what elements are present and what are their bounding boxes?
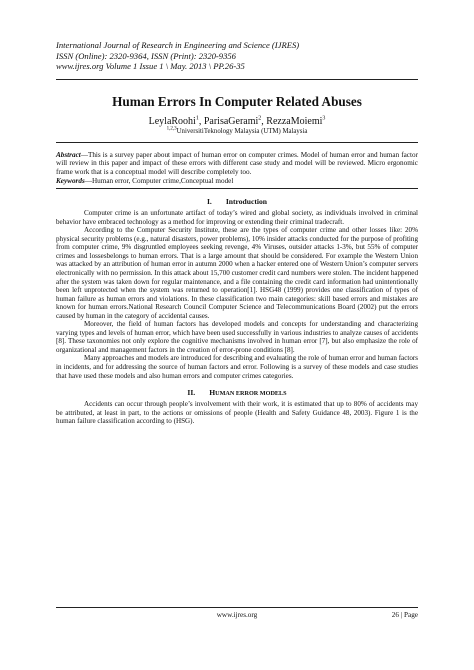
keywords-label: Keywords — [56, 176, 85, 185]
abstract — [56, 151, 418, 177]
affiliation-text: UniversitiTeknology Malaysia (UTM) Malaysia — [176, 127, 308, 135]
page-footer — [56, 607, 418, 621]
journal-volume: www.ijres.org Volume 1 Issue 1 \ May. 2013 \ PP.26-35 — [56, 61, 245, 72]
section-heading-human-error-models — [56, 388, 418, 397]
keywords-text: —Human error, Computer crime,Conceptual model — [84, 176, 234, 185]
affil-marker: 1,2,3 — [166, 126, 177, 132]
section-heading-introduction — [56, 197, 418, 206]
header-divider — [56, 79, 418, 80]
footer-divider — [56, 607, 418, 608]
body-paragraph: Accidents can occur through people’s involvement with their work, it is estimated that up to 80% of accidents may be attributed, at least in part, to the actions or omissions of people (Health and Safety Guidance 48, 2003). Figure 1 is the human failure classification according to (HSG). — [56, 400, 418, 426]
footer-website: www.ijres.org — [216, 611, 258, 619]
page-number: 26 | Page — [391, 611, 418, 619]
abstract-divider — [56, 142, 418, 143]
body-paragraph: Many approaches and models are introduced for describing and evaluating the role of human error and human factors in incidents, and for addressing the source of human factors and error. Following is a survey of these models and case studies that have used these models and also human errors and computer crimes categories. — [56, 354, 418, 380]
journal-name: International Journal of Research in Engineering and Science (IJRES) — [56, 40, 300, 50]
keywords-divider — [56, 188, 418, 189]
author-name: ParisaGerami — [203, 115, 259, 127]
author-affil-marker: 2 — [258, 115, 262, 122]
body-paragraph: According to the Computer Security Institute, these are the types of computer crime and other losses like: 20% physical security problems (e.g., natural disasters, power problems), 10% insider attacks conducted for the purpose of profiting from computer crime, 9% disgruntled employees seeking revenge, 4% Viruses, outsider attacks 1-3%, but 55% of computer crimes and lossesbelongs to human errors. That is a large amount that should be considered. For example the Western Union was attacked by an attribution of human error in autumn 2000 when a hacker entered one of Western Union’s computer servers electronically with no permission. In this attack about 15,700 customer credit card numbers were stolen. The incident happened after the system was taken down for regular maintenance, and a file containing the credit card information had unintentionally been left unprotected when the system was returned to operation[1]. HSG48 (1999) provides one classification of types of human failure as human errors and violations. In these classification two main categories: skill based errors and mistakes are known for human errors.National Research Council Computer Science and Telecommunications Board (2002) put the errors caused by human in the category of accidental causes. — [56, 226, 418, 320]
abstract-text: —This is a survey paper about impact of human error on computer crimes. Model of human error and human factor will review in this paper and impact of these errors with different case study and model will be reviewed. Micro ergonomic frame work that is a conceptual model will describe completely too. — [56, 150, 418, 176]
section-title-initial: H — [209, 388, 216, 398]
author-name: RezzaMoiemi — [266, 115, 323, 127]
body-paragraph: Moreover, the field of human factors has developed models and concepts for understanding and characterizing varying types and levels of human error, which have been used successfully in various industries to analyze causes of accidents [8]. These taxonomies not only explore the cognitive mechanisms involved in human error [7], but also emphasize the role of organizational and management factors in the creation of error-prone conditions [8]. — [56, 320, 418, 354]
author-affil-marker: 1 — [195, 115, 199, 122]
paper-title: Human Errors In Computer Related Abuses — [112, 93, 362, 109]
body-paragraph: Computer crime is an unfortunate artifact of today’s wired and global society, as individuals involved in criminal behavior have embraced technology as a method for improving or extending their criminal tradecraft. — [56, 209, 418, 226]
section-number: I. — [206, 197, 212, 207]
author-affil-marker: 3 — [322, 115, 326, 122]
section-title-text: Introduction — [225, 197, 268, 207]
journal-issn: ISSN (Online): 2320-9364, ISSN (Print): 2320-9356 — [56, 50, 236, 61]
section-number: II. — [187, 388, 196, 398]
section-title-rest: UMAN ERROR MODELS — [215, 390, 287, 398]
journal-header — [56, 40, 418, 72]
author-list: LeylaRoohi$^1$, ParisaGerami$^2$, RezzaMoiemi$^3$ — [148, 115, 326, 127]
affiliation — [56, 128, 418, 135]
abstract-label: Abstract — [56, 150, 81, 159]
author-name: LeylaRoohi — [148, 115, 196, 127]
keywords — [56, 177, 418, 186]
